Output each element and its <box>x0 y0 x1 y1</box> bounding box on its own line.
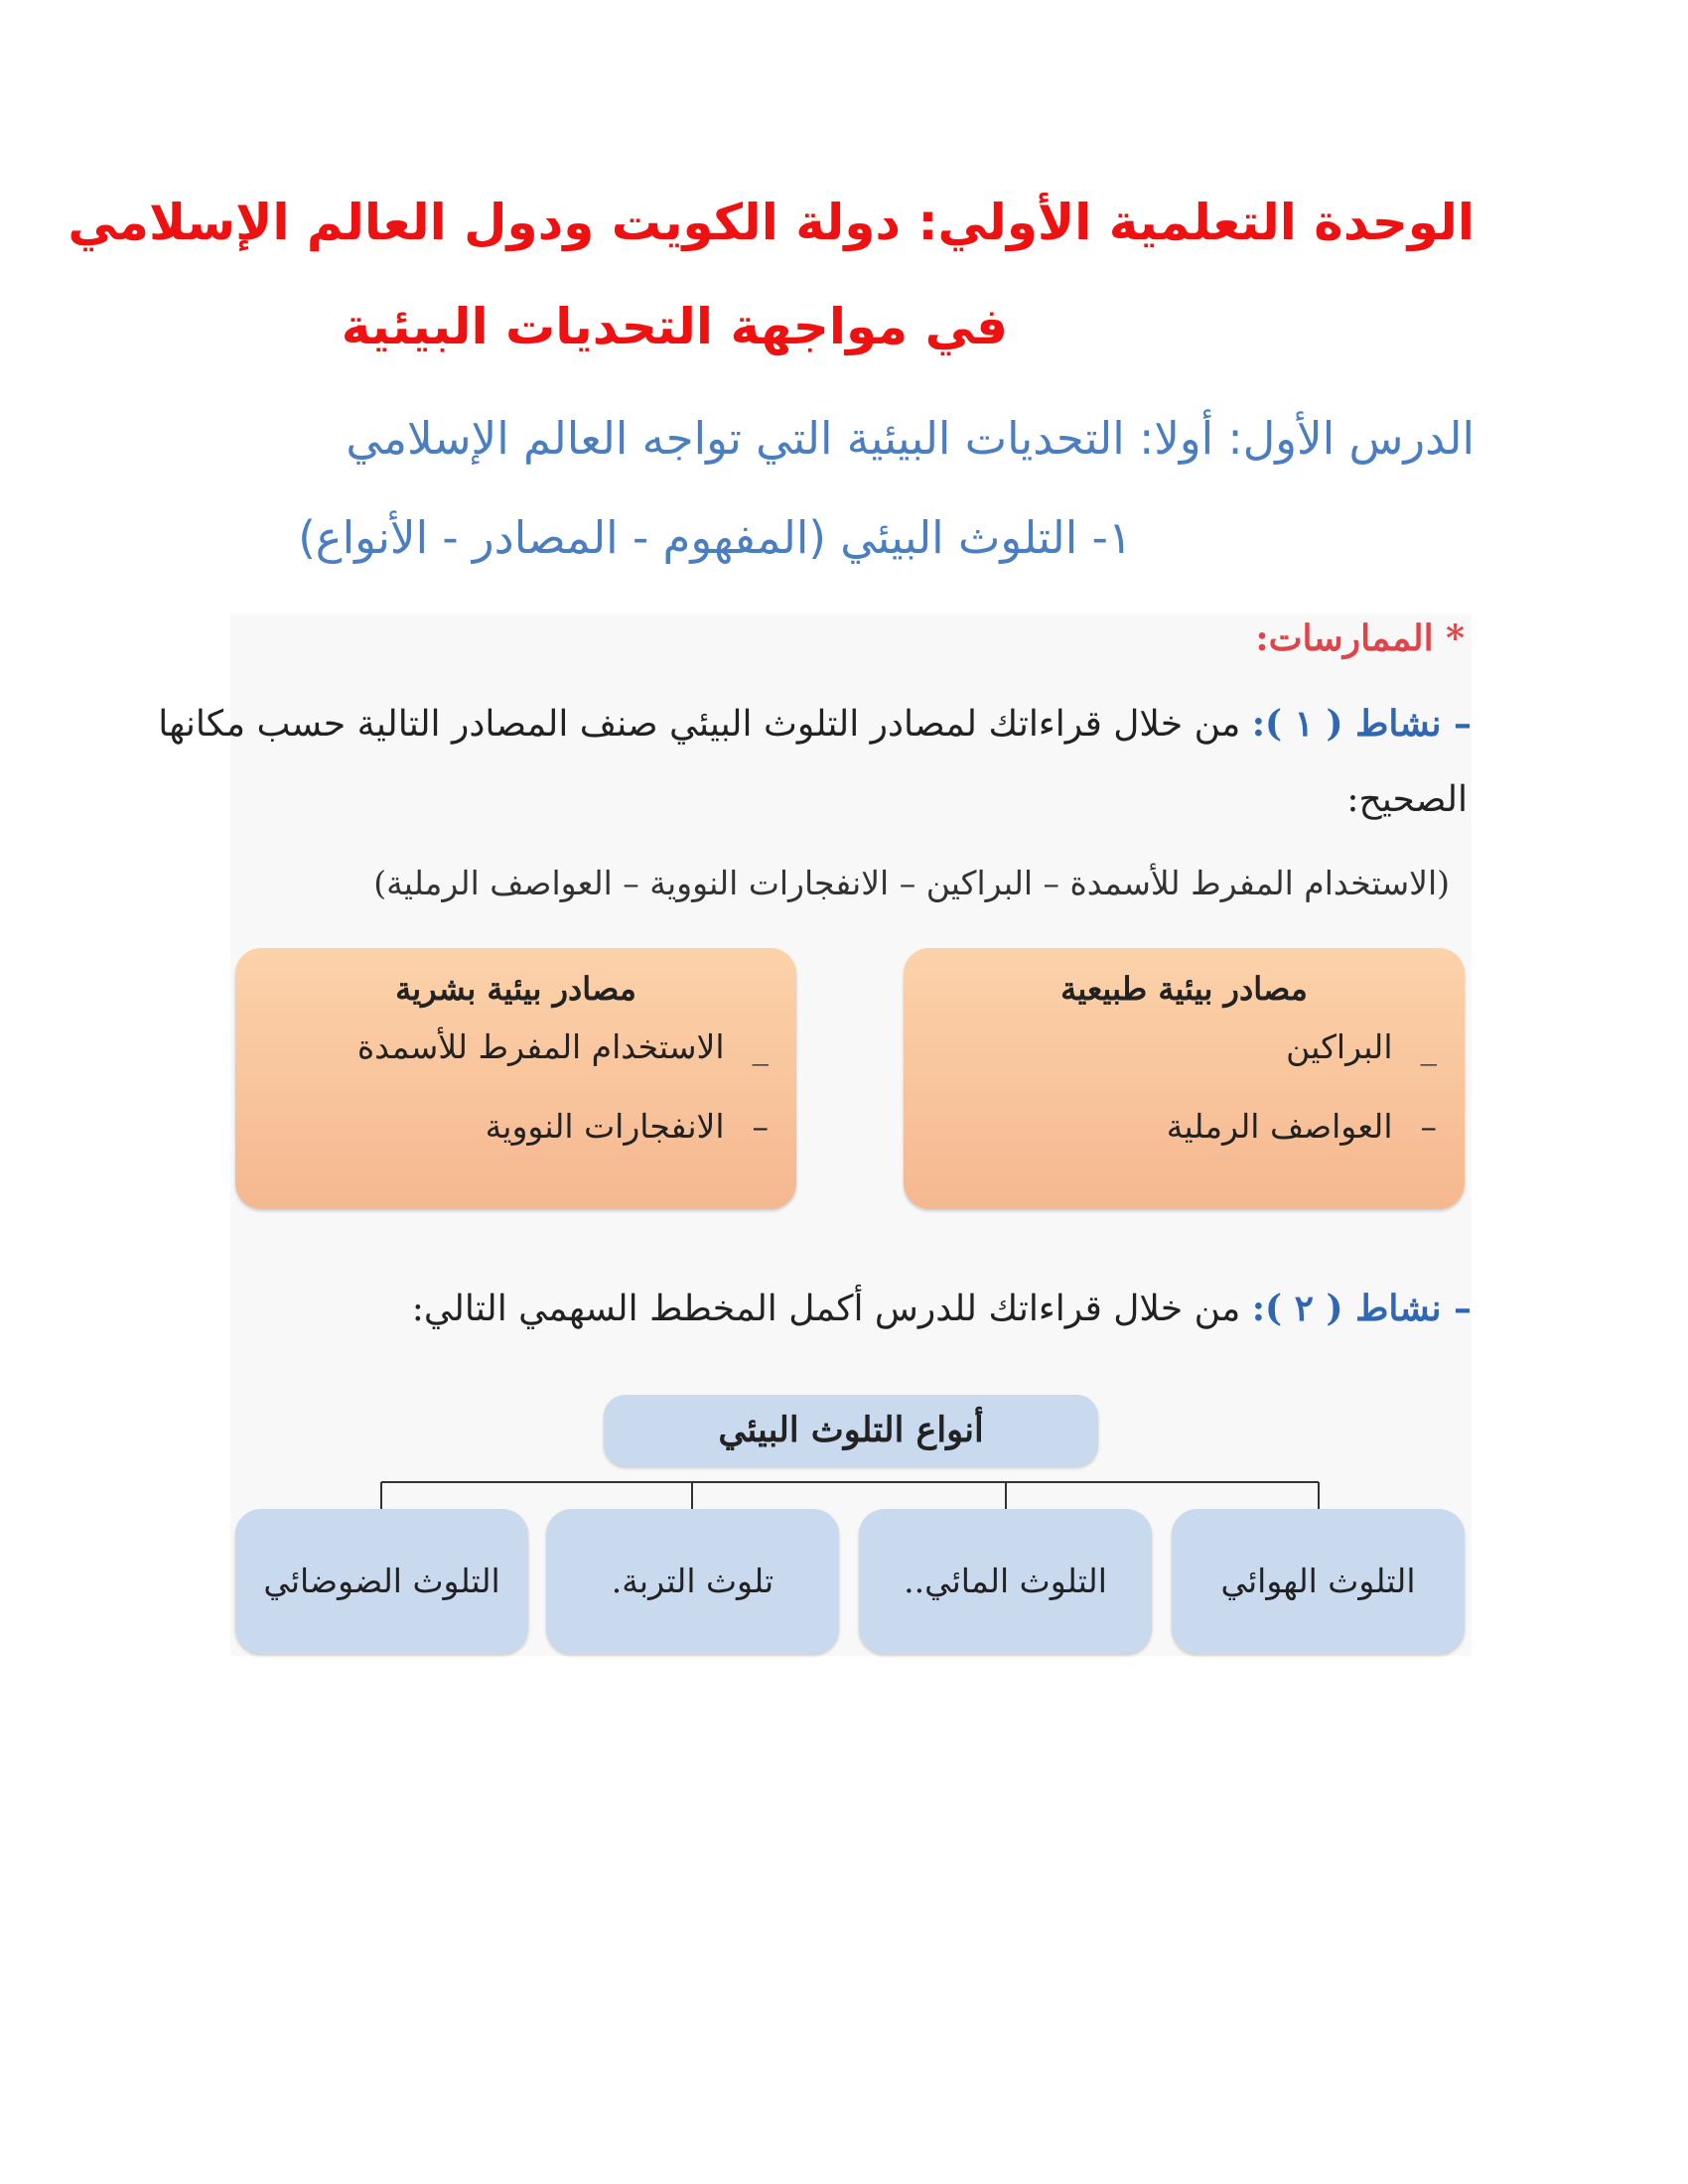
branch-label: التلوث الضوضائي <box>263 1562 500 1600</box>
activity1-label: – نشاط ( ١ ): <box>1251 703 1472 745</box>
branch-noise-pollution <box>235 1509 528 1654</box>
practices-label: * الممارسات: <box>1255 617 1465 659</box>
topic-heading: ١- التلوث البيئي (المفهوم - المصادر - الأنواع) <box>298 511 1132 564</box>
activity1-instruction-cont: الصحيح: <box>1346 779 1468 820</box>
root-label: أنواع التلوث البيئي <box>718 1410 984 1450</box>
branch-water-pollution <box>859 1509 1152 1654</box>
card-item-text: الاستخدام المفرط للأسمدة <box>356 1027 725 1066</box>
unit-title-line2: في مواجهة التحديات البيئية <box>341 298 1008 355</box>
card-title: مصادر بيئية بشرية <box>395 970 636 1008</box>
card-item-text: الانفجارات النووية <box>485 1107 725 1146</box>
dash-marker: _ <box>752 1027 769 1066</box>
dash-marker: _ <box>1420 1027 1437 1066</box>
branch-label: تلوث التربة. <box>611 1562 774 1600</box>
branch-soil-pollution <box>546 1509 839 1654</box>
card-title: مصادر بيئية طبيعية <box>1060 970 1308 1008</box>
pollution-types-root <box>604 1395 1098 1466</box>
activity1-items-list: (الاستخدام المفرط للأسمدة – البراكين – الانفجارات النووية – العواصف الرملية) <box>373 864 1450 902</box>
branch-label: التلوث الهوائي <box>1220 1562 1416 1600</box>
dash-marker: – <box>752 1107 769 1146</box>
card-item-text: البراكين <box>1286 1027 1393 1066</box>
branch-air-pollution <box>1172 1509 1465 1654</box>
lesson-heading: الدرس الأول: أولا: التحديات البيئية التي تواجه العالم الإسلامي <box>346 412 1475 465</box>
activity1-instruction-text: من خلال قراءاتك لمصادر التلوث البيئي صنف المصادر التالية حسب مكانها <box>158 704 1241 745</box>
activity2-label: – نشاط ( ٢ ): <box>1251 1288 1472 1329</box>
branch-label: التلوث المائي.. <box>904 1562 1107 1600</box>
unit-title-line1: الوحدة التعلمية الأولي: دولة الكويت ودول العالم الإسلامي <box>68 194 1475 251</box>
card-item-text: العواصف الرملية <box>1166 1107 1393 1146</box>
dash-marker: – <box>1420 1107 1437 1146</box>
activity2-instruction-text: من خلال قراءاتك للدرس أكمل المخطط السهمي التالي: <box>411 1289 1241 1329</box>
